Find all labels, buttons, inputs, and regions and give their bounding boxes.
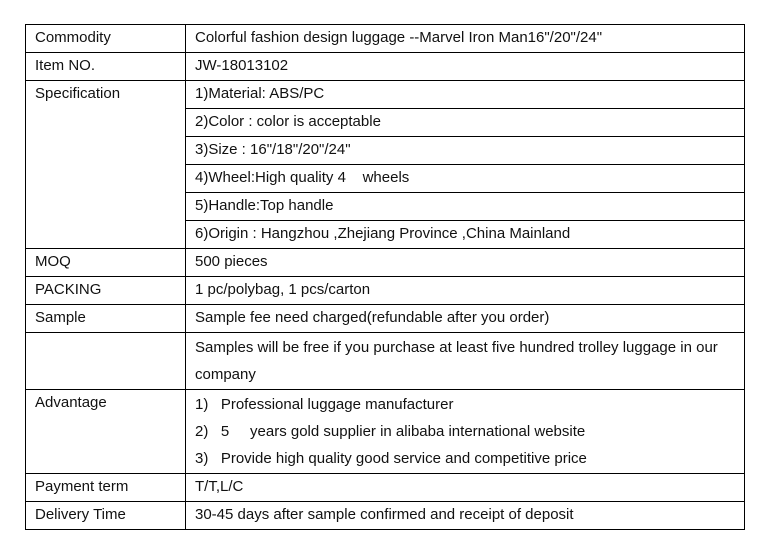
sample-free-note: Samples will be free if you purchase at least five hundred trolley luggage in our company [186,333,745,390]
specification-item-material: 1)Material: ABS/PC [186,81,745,109]
sample-label: Sample [26,305,186,333]
table-row-item-no [26,53,745,81]
specification-item-origin: 6)Origin : Hangzhou ,Zhejiang Province ,China Mainland [186,221,745,249]
moq-value: 500 pieces [186,249,745,277]
table-row-moq [26,249,745,277]
table-row-advantage [26,390,745,474]
advantage-item-manufacturer: 1) Professional luggage manufacturer [195,396,454,413]
advantage-item-service: 3) Provide high quality good service and competitive price [195,450,587,467]
advantage-list [186,390,745,474]
advantage-item-gold-supplier: 2) 5 years gold supplier in alibaba international website [195,423,586,440]
specification-item-size: 3)Size : 16"/18"/20"/24" [186,137,745,165]
table-row-payment-term [26,474,745,502]
payment-term-label: Payment term [26,474,186,502]
packing-label: PACKING [26,277,186,305]
table-row-sample-free [26,333,745,390]
table-row-packing [26,277,745,305]
table-row-specification-1 [26,81,745,109]
product-spec-table [25,24,745,530]
specification-label: Specification [26,81,186,249]
table-row-sample [26,305,745,333]
specification-item-color: 2)Color : color is acceptable [186,109,745,137]
item-no-label: Item NO. [26,53,186,81]
sample-value: Sample fee need charged(refundable after you order) [186,305,745,333]
commodity-label: Commodity [26,25,186,53]
specification-item-wheel: 4)Wheel:High quality 4 wheels [186,165,745,193]
table-row-commodity [26,25,745,53]
delivery-time-label: Delivery Time [26,502,186,530]
item-no-value: JW-18013102 [186,53,745,81]
delivery-time-value: 30-45 days after sample confirmed and receipt of deposit [186,502,745,530]
table-row-delivery-time [26,502,745,530]
moq-label: MOQ [26,249,186,277]
advantage-label: Advantage [26,390,186,474]
specification-item-handle: 5)Handle:Top handle [186,193,745,221]
empty-label-cell [26,333,186,390]
payment-term-value: T/T,L/C [186,474,745,502]
packing-value: 1 pc/polybag, 1 pcs/carton [186,277,745,305]
commodity-value: Colorful fashion design luggage --Marvel Iron Man16"/20"/24" [186,25,745,53]
